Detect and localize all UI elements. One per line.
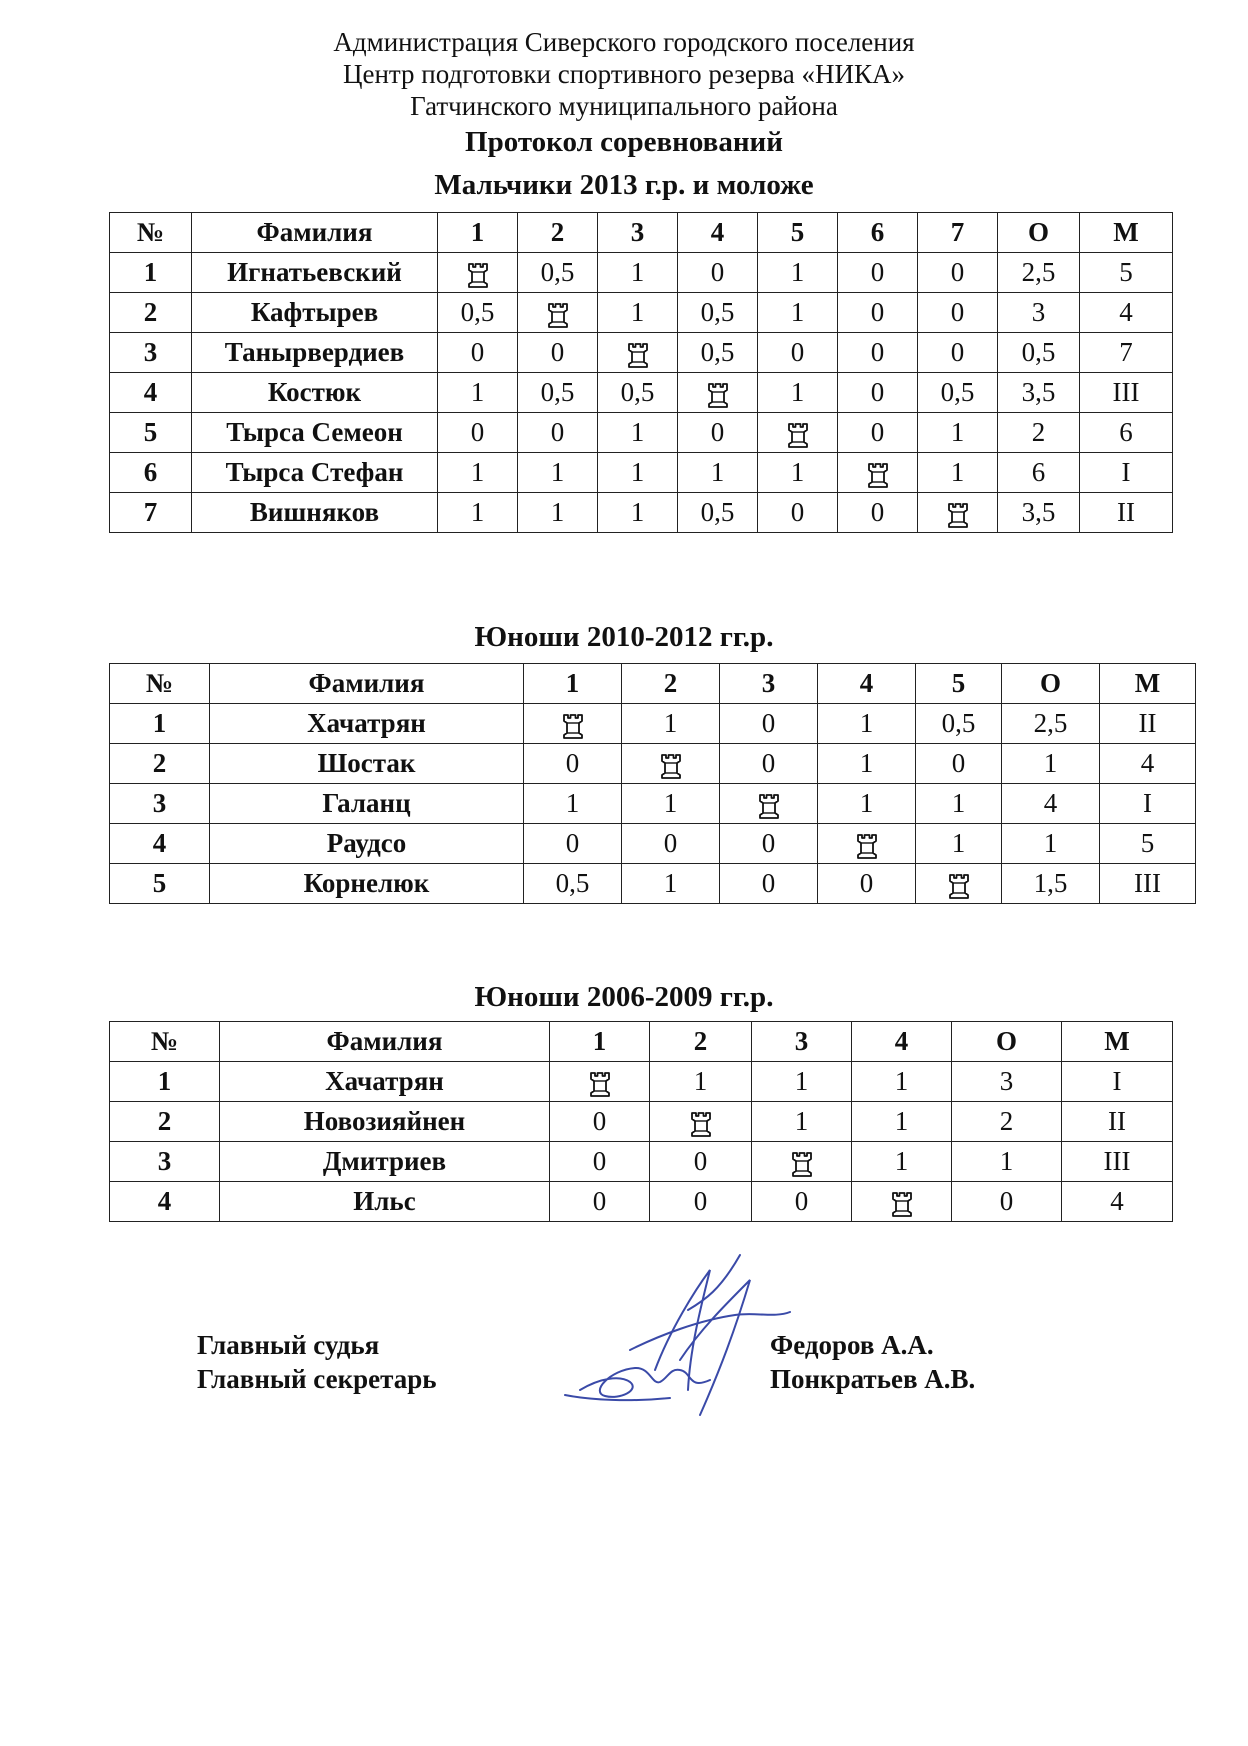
game-score: 1 bbox=[818, 704, 916, 744]
place: 6 bbox=[1080, 413, 1173, 453]
rook-icon bbox=[438, 253, 518, 293]
player-surname: Тырса Семеон bbox=[192, 413, 438, 453]
total-score: 3,5 bbox=[998, 373, 1080, 413]
column-header: 4 bbox=[678, 213, 758, 253]
player-surname: Ильс bbox=[220, 1182, 550, 1222]
org-line-3: Гатчинского муниципального района bbox=[410, 91, 838, 121]
game-score: 1 bbox=[916, 784, 1002, 824]
player-number: 2 bbox=[110, 1102, 220, 1142]
table-row bbox=[110, 493, 1173, 533]
header-row bbox=[110, 1022, 1173, 1062]
column-header: О bbox=[1002, 664, 1100, 704]
rook-icon bbox=[752, 1142, 852, 1182]
place: I bbox=[1080, 453, 1173, 493]
total-score: 2,5 bbox=[1002, 704, 1100, 744]
game-score: 0 bbox=[518, 413, 598, 453]
player-surname: Новозияйнен bbox=[220, 1102, 550, 1142]
place: 5 bbox=[1080, 253, 1173, 293]
player-surname: Вишняков bbox=[192, 493, 438, 533]
game-score: 0 bbox=[838, 413, 918, 453]
game-score: 0 bbox=[550, 1182, 650, 1222]
player-number: 1 bbox=[110, 253, 192, 293]
protocol-title: Протокол соревнований bbox=[465, 126, 783, 158]
game-score: 0 bbox=[818, 864, 916, 904]
place: II bbox=[1062, 1102, 1173, 1142]
game-score: 1 bbox=[758, 373, 838, 413]
player-number: 6 bbox=[110, 453, 192, 493]
total-score: 1 bbox=[1002, 824, 1100, 864]
player-number: 4 bbox=[110, 1182, 220, 1222]
column-header: 2 bbox=[518, 213, 598, 253]
game-score: 1 bbox=[622, 784, 720, 824]
game-score: 1 bbox=[758, 453, 838, 493]
chief-judge-name: Федоров А.А. bbox=[770, 1330, 934, 1360]
table-row bbox=[110, 293, 1173, 333]
game-score: 1 bbox=[818, 784, 916, 824]
game-score: 0 bbox=[918, 293, 998, 333]
signature-labels bbox=[197, 1328, 437, 1396]
rook-icon bbox=[758, 413, 838, 453]
player-surname: Костюк bbox=[192, 373, 438, 413]
table-row bbox=[110, 864, 1196, 904]
header-row bbox=[110, 213, 1173, 253]
game-score: 0,5 bbox=[678, 333, 758, 373]
place: III bbox=[1100, 864, 1196, 904]
table-row bbox=[110, 704, 1196, 744]
game-score: 1 bbox=[650, 1062, 752, 1102]
rook-icon bbox=[838, 453, 918, 493]
game-score: 0 bbox=[720, 864, 818, 904]
chief-secretary-name: Понкратьев А.В. bbox=[770, 1364, 976, 1394]
game-score: 0 bbox=[918, 253, 998, 293]
rook-icon bbox=[720, 784, 818, 824]
total-score: 1 bbox=[1002, 744, 1100, 784]
game-score: 0 bbox=[838, 253, 918, 293]
column-header: М bbox=[1100, 664, 1196, 704]
column-header: 1 bbox=[550, 1022, 650, 1062]
game-score: 0,5 bbox=[916, 704, 1002, 744]
total-score: 1 bbox=[952, 1142, 1062, 1182]
player-number: 4 bbox=[110, 373, 192, 413]
total-score: 3 bbox=[952, 1062, 1062, 1102]
player-number: 2 bbox=[110, 293, 192, 333]
game-score: 0,5 bbox=[678, 293, 758, 333]
column-header: 2 bbox=[650, 1022, 752, 1062]
column-header: 1 bbox=[438, 213, 518, 253]
place: I bbox=[1100, 784, 1196, 824]
player-surname: Раудсо bbox=[210, 824, 524, 864]
rook-icon bbox=[678, 373, 758, 413]
table-row bbox=[110, 784, 1196, 824]
game-score: 0 bbox=[524, 824, 622, 864]
rook-icon bbox=[918, 493, 998, 533]
table-2-caption: Юноши 2010-2012 гг.р. bbox=[474, 621, 774, 653]
game-score: 0,5 bbox=[598, 373, 678, 413]
place: II bbox=[1100, 704, 1196, 744]
column-header: 3 bbox=[720, 664, 818, 704]
game-score: 0 bbox=[758, 333, 838, 373]
column-header: О bbox=[998, 213, 1080, 253]
results-table-boys-2013 bbox=[109, 212, 1173, 533]
column-header: 7 bbox=[918, 213, 998, 253]
total-score: 1,5 bbox=[1002, 864, 1100, 904]
table-row bbox=[110, 1182, 1173, 1222]
player-surname: Корнелюк bbox=[210, 864, 524, 904]
game-score: 0,5 bbox=[918, 373, 998, 413]
game-score: 1 bbox=[438, 493, 518, 533]
player-surname: Дмитриев bbox=[220, 1142, 550, 1182]
column-header: Фамилия bbox=[220, 1022, 550, 1062]
column-header: Фамилия bbox=[210, 664, 524, 704]
game-score: 1 bbox=[622, 864, 720, 904]
game-score: 0,5 bbox=[524, 864, 622, 904]
game-score: 0 bbox=[720, 824, 818, 864]
game-score: 0 bbox=[518, 333, 598, 373]
column-header: 4 bbox=[818, 664, 916, 704]
game-score: 1 bbox=[678, 453, 758, 493]
column-header: 5 bbox=[916, 664, 1002, 704]
total-score: 3 bbox=[998, 293, 1080, 333]
player-number: 5 bbox=[110, 413, 192, 453]
game-score: 1 bbox=[752, 1102, 852, 1142]
game-score: 1 bbox=[524, 784, 622, 824]
game-score: 0 bbox=[758, 493, 838, 533]
game-score: 0 bbox=[720, 704, 818, 744]
column-header: 4 bbox=[852, 1022, 952, 1062]
signature-names bbox=[770, 1328, 975, 1396]
game-score: 0 bbox=[918, 333, 998, 373]
place: III bbox=[1062, 1142, 1173, 1182]
handwritten-signature bbox=[560, 1250, 800, 1420]
header-row bbox=[110, 664, 1196, 704]
rook-icon bbox=[852, 1182, 952, 1222]
game-score: 1 bbox=[438, 373, 518, 413]
game-score: 1 bbox=[438, 453, 518, 493]
game-score: 1 bbox=[852, 1142, 952, 1182]
column-header: О bbox=[952, 1022, 1062, 1062]
game-score: 1 bbox=[852, 1102, 952, 1142]
game-score: 0 bbox=[752, 1182, 852, 1222]
game-score: 0 bbox=[916, 744, 1002, 784]
game-score: 1 bbox=[518, 493, 598, 533]
column-header: № bbox=[110, 664, 210, 704]
place: I bbox=[1062, 1062, 1173, 1102]
results-table-juniors-2010-2012 bbox=[109, 663, 1196, 904]
place: 4 bbox=[1100, 744, 1196, 784]
player-number: 5 bbox=[110, 864, 210, 904]
player-surname: Шостак bbox=[210, 744, 524, 784]
total-score: 4 bbox=[1002, 784, 1100, 824]
game-score: 0 bbox=[650, 1182, 752, 1222]
table-row bbox=[110, 453, 1173, 493]
place: 7 bbox=[1080, 333, 1173, 373]
game-score: 1 bbox=[752, 1062, 852, 1102]
player-number: 3 bbox=[110, 333, 192, 373]
column-header: 3 bbox=[598, 213, 678, 253]
game-score: 1 bbox=[916, 824, 1002, 864]
rook-icon bbox=[550, 1062, 650, 1102]
game-score: 0,5 bbox=[518, 253, 598, 293]
game-score: 1 bbox=[918, 453, 998, 493]
game-score: 0 bbox=[838, 373, 918, 413]
place: 5 bbox=[1100, 824, 1196, 864]
column-header: 2 bbox=[622, 664, 720, 704]
game-score: 1 bbox=[598, 413, 678, 453]
player-surname: Хачатрян bbox=[220, 1062, 550, 1102]
game-score: 0 bbox=[438, 333, 518, 373]
game-score: 0,5 bbox=[438, 293, 518, 333]
game-score: 1 bbox=[518, 453, 598, 493]
game-score: 1 bbox=[598, 293, 678, 333]
column-header: Фамилия bbox=[192, 213, 438, 253]
results-table-juniors-2006-2009 bbox=[109, 1021, 1173, 1222]
org-line-2: Центр подготовки спортивного резерва «НИКА» bbox=[342, 59, 906, 89]
game-score: 1 bbox=[818, 744, 916, 784]
player-surname: Галанц bbox=[210, 784, 524, 824]
rook-icon bbox=[650, 1102, 752, 1142]
table-row bbox=[110, 1102, 1173, 1142]
game-score: 1 bbox=[598, 253, 678, 293]
player-number: 3 bbox=[110, 784, 210, 824]
game-score: 0 bbox=[838, 293, 918, 333]
rook-icon bbox=[622, 744, 720, 784]
game-score: 0 bbox=[622, 824, 720, 864]
total-score: 0,5 bbox=[998, 333, 1080, 373]
column-header: № bbox=[110, 213, 192, 253]
game-score: 1 bbox=[758, 253, 838, 293]
player-number: 2 bbox=[110, 744, 210, 784]
rook-icon bbox=[916, 864, 1002, 904]
player-number: 3 bbox=[110, 1142, 220, 1182]
table-row bbox=[110, 333, 1173, 373]
game-score: 0 bbox=[524, 744, 622, 784]
game-score: 0 bbox=[720, 744, 818, 784]
column-header: М bbox=[1062, 1022, 1173, 1062]
player-number: 1 bbox=[110, 1062, 220, 1102]
game-score: 0 bbox=[678, 253, 758, 293]
place: III bbox=[1080, 373, 1173, 413]
player-number: 4 bbox=[110, 824, 210, 864]
game-score: 1 bbox=[598, 493, 678, 533]
column-header: 3 bbox=[752, 1022, 852, 1062]
game-score: 1 bbox=[598, 453, 678, 493]
table-row bbox=[110, 413, 1173, 453]
rook-icon bbox=[598, 333, 678, 373]
table-row bbox=[110, 373, 1173, 413]
rook-icon bbox=[518, 293, 598, 333]
chief-secretary-label: Главный секретарь bbox=[197, 1364, 437, 1394]
game-score: 0 bbox=[550, 1142, 650, 1182]
total-score: 2 bbox=[952, 1102, 1062, 1142]
chief-judge-label: Главный судья bbox=[197, 1330, 380, 1360]
table-3-caption: Юноши 2006-2009 гг.р. bbox=[474, 981, 774, 1013]
rook-icon bbox=[524, 704, 622, 744]
table-row bbox=[110, 1062, 1173, 1102]
total-score: 0 bbox=[952, 1182, 1062, 1222]
player-surname: Игнатьевский bbox=[192, 253, 438, 293]
org-line-1: Администрация Сиверского городского поселения bbox=[333, 27, 915, 57]
game-score: 0,5 bbox=[518, 373, 598, 413]
game-score: 0 bbox=[838, 493, 918, 533]
player-number: 1 bbox=[110, 704, 210, 744]
player-surname: Танырвердиев bbox=[192, 333, 438, 373]
total-score: 3,5 bbox=[998, 493, 1080, 533]
game-score: 0 bbox=[678, 413, 758, 453]
table-row bbox=[110, 1142, 1173, 1182]
place: II bbox=[1080, 493, 1173, 533]
game-score: 1 bbox=[852, 1062, 952, 1102]
total-score: 6 bbox=[998, 453, 1080, 493]
place: 4 bbox=[1062, 1182, 1173, 1222]
table-row bbox=[110, 824, 1196, 864]
rook-icon bbox=[818, 824, 916, 864]
game-score: 1 bbox=[758, 293, 838, 333]
total-score: 2,5 bbox=[998, 253, 1080, 293]
column-header: 5 bbox=[758, 213, 838, 253]
game-score: 0 bbox=[550, 1102, 650, 1142]
game-score: 0 bbox=[650, 1142, 752, 1182]
player-number: 7 bbox=[110, 493, 192, 533]
game-score: 0 bbox=[438, 413, 518, 453]
place: 4 bbox=[1080, 293, 1173, 333]
game-score: 0,5 bbox=[678, 493, 758, 533]
table-1-caption: Мальчики 2013 г.р. и моложе bbox=[434, 169, 814, 201]
table-row bbox=[110, 253, 1173, 293]
game-score: 1 bbox=[918, 413, 998, 453]
column-header: № bbox=[110, 1022, 220, 1062]
column-header: 6 bbox=[838, 213, 918, 253]
total-score: 2 bbox=[998, 413, 1080, 453]
column-header: 1 bbox=[524, 664, 622, 704]
player-surname: Хачатрян bbox=[210, 704, 524, 744]
game-score: 1 bbox=[622, 704, 720, 744]
player-surname: Кафтырев bbox=[192, 293, 438, 333]
game-score: 0 bbox=[838, 333, 918, 373]
player-surname: Тырса Стефан bbox=[192, 453, 438, 493]
table-row bbox=[110, 744, 1196, 784]
column-header: М bbox=[1080, 213, 1173, 253]
